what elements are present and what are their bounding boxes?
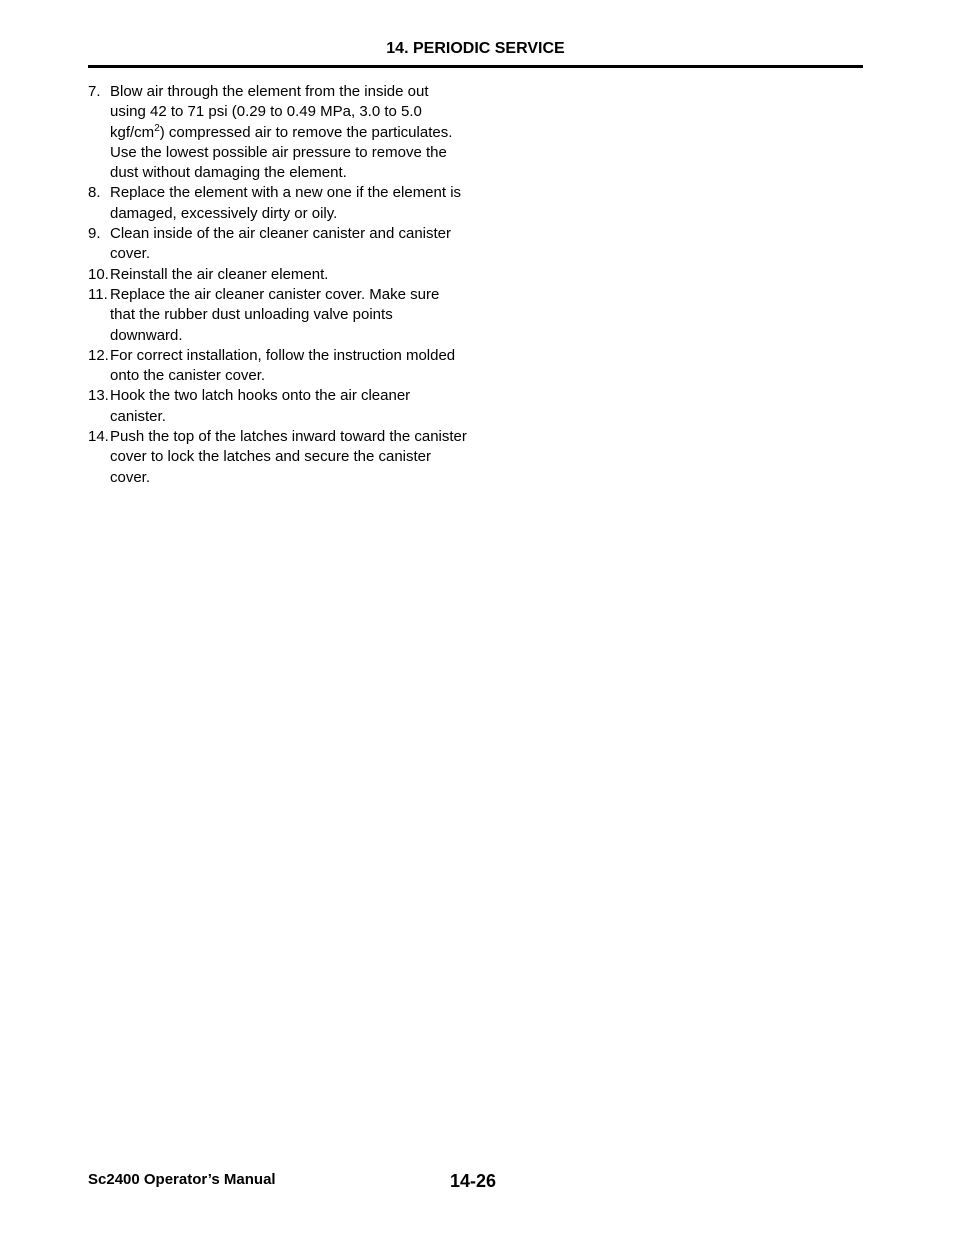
step-11 — [88, 285, 468, 346]
step-13 — [88, 386, 468, 427]
step-text-part: Blow air through the element from the inside out using 42 to 71 psi (0.29 to 0.49 MPa, 3.0 to 5.0 kgf/cm — [110, 83, 429, 141]
step-text: Hook the two latch hooks onto the air cleaner canister. — [110, 387, 411, 425]
step-number: 11. — [88, 285, 108, 303]
step-number: 7. — [88, 83, 101, 100]
superscript: 2 — [154, 122, 160, 134]
step-number: 13. — [88, 387, 109, 405]
step-text: Push the top of the latches inward toward the canister cover to lock the latches and secure the canister cover. — [110, 428, 467, 486]
footer-page-number: 14-26 — [450, 1171, 497, 1191]
step-text: Replace the element with a new one if the element is damaged, excessively dirty or oily. — [110, 184, 462, 222]
step-12 — [88, 346, 468, 387]
step-8 — [88, 183, 468, 224]
step-number: 8. — [88, 184, 101, 202]
step-number: 9. — [88, 225, 101, 243]
step-text — [110, 82, 468, 183]
footer-manual-title: Sc2400 Operator’s Manual — [88, 1171, 276, 1188]
step-number: 10. — [88, 265, 109, 283]
step-number: 14. — [88, 428, 109, 446]
step-text: Replace the air cleaner canister cover. Make sure that the rubber dust unloading valve points downward. — [110, 285, 440, 344]
step-10 — [88, 265, 468, 285]
step-9 — [88, 224, 468, 265]
step-text: Reinstall the air cleaner element. — [110, 265, 329, 283]
procedure-steps — [88, 82, 468, 488]
page-header-title: 14. PERIODIC SERVICE — [386, 40, 565, 57]
step-14 — [88, 427, 468, 488]
header-divider — [88, 65, 863, 68]
step-text: Clean inside of the air cleaner canister and canister cover. — [110, 225, 452, 263]
step-number: 12. — [88, 346, 109, 364]
step-7 — [88, 82, 468, 183]
step-text: For correct installation, follow the instruction molded onto the canister cover. — [110, 346, 456, 385]
step-text-part: ) compressed air to remove the particulates. Use the lowest possible air pressure to remove the dust without damaging the element. — [110, 123, 453, 182]
